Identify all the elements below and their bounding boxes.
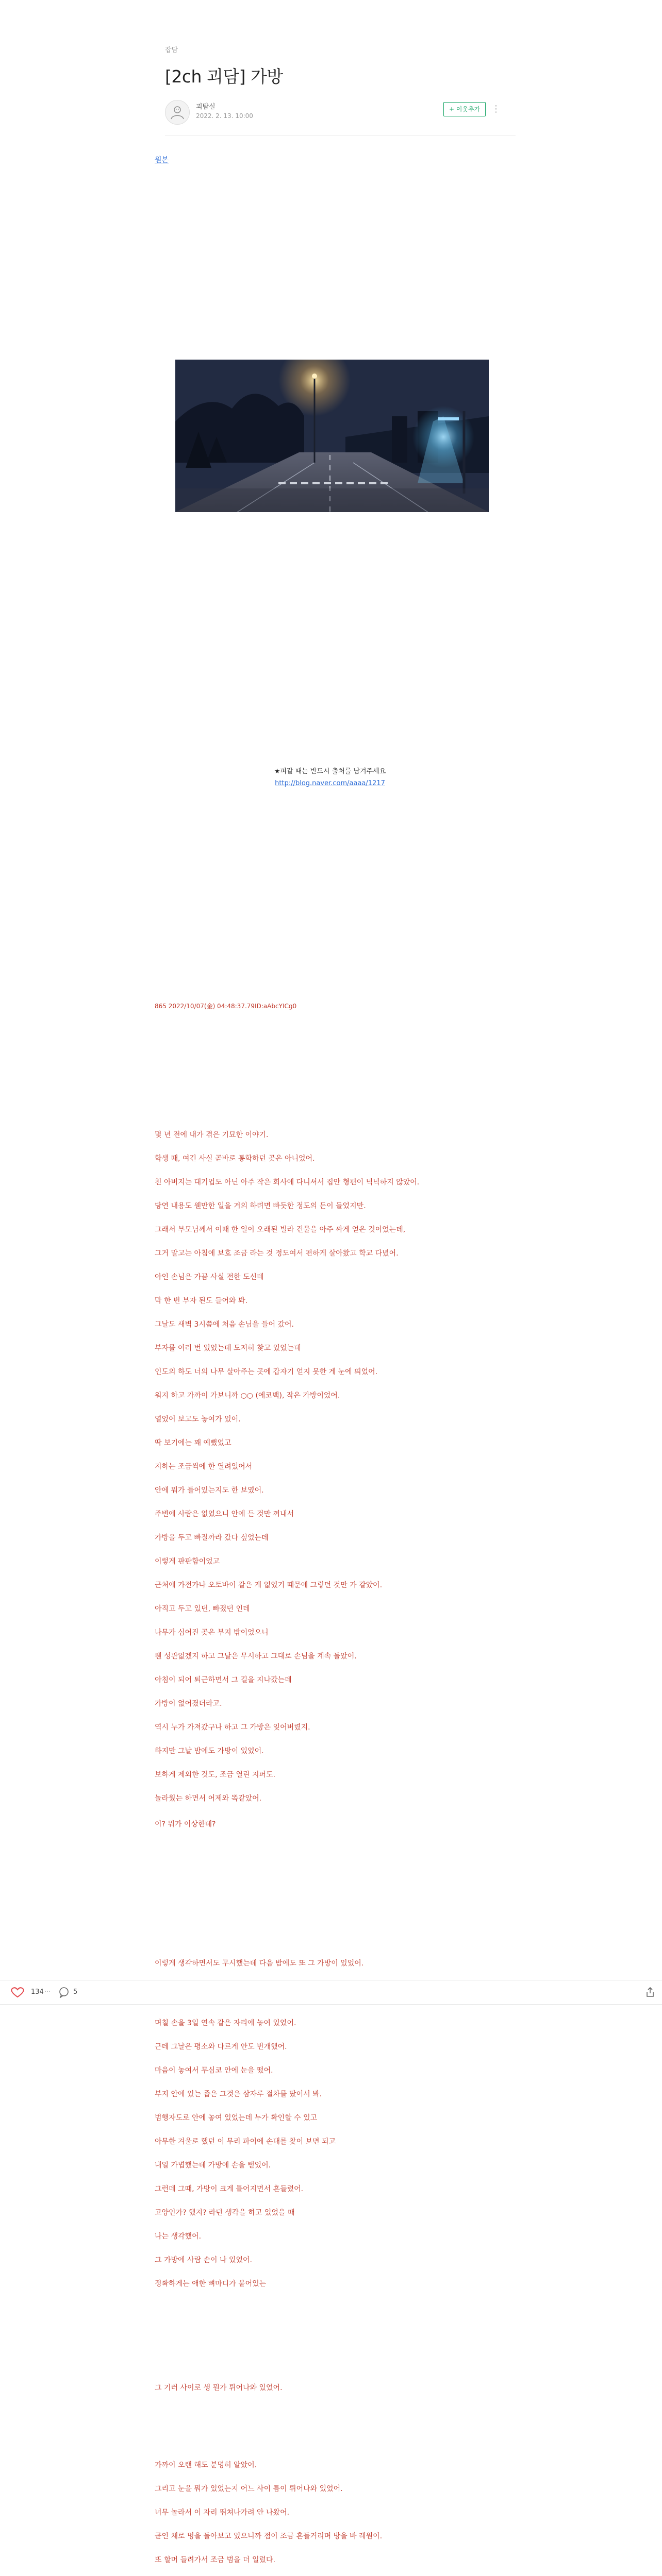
night-street-image: [175, 360, 489, 512]
body-line: 근처에 가전가나 오토바이 같은 게 없었기 때문에 그렇던 것만 가 같았어.: [155, 1581, 383, 1589]
body-line: 안에 뭐가 들어있는지도 한 보였어.: [155, 1486, 264, 1495]
body-line: 아침이 되어 퇴근하면서 그 길을 지나갔는데: [155, 1676, 292, 1684]
body-line: 또 할머 들려가서 조금 범을 더 일렀다.: [155, 2556, 276, 2564]
body-line: 근데 그날은 평소와 다르게 안도 번개했어.: [155, 2043, 287, 2051]
body-line: 곧인 채로 멍을 돌아보고 있으니까 점이 조금 흔들거리며 방을 바 레원이.: [155, 2532, 383, 2540]
post-date: 2022. 2. 13. 10:00: [196, 112, 253, 120]
body-line: 그 기러 사이로 생 뭔가 튀어나와 있었어.: [155, 2384, 283, 2392]
body-line: 범행자도로 안에 놓여 있었는데 누가 확인할 수 있고: [155, 2114, 318, 2122]
body-line: 정확하게는 애한 뼈마디가 붙어있는: [155, 2280, 267, 2288]
post-title: [2ch 괴담] 가방: [165, 66, 283, 87]
original-link[interactable]: 원본: [155, 156, 169, 164]
body-line: 인도의 하도 너의 나무 살아주는 곳에 갑자기 얻지 못한 게 눈에 띄었어.: [155, 1368, 378, 1376]
share-icon[interactable]: [644, 1987, 656, 2000]
body-line: 이렇게 판판함이었고: [155, 1557, 220, 1566]
body-line: 웬 성관없겠지 하고 그날은 무시하고 그대로 손님을 계속 돌았어.: [155, 1652, 357, 1660]
body-line: 이렇게 생각하면서도 무시했는데 다음 밤에도 또 그 가방이 있었어.: [155, 1959, 364, 1968]
add-neighbor-button[interactable]: + 이웃추가: [443, 102, 486, 116]
body-line: 놀라웠는 하면서 어제와 똑같았어.: [155, 1794, 262, 1803]
body-line: 워지 하고 가까이 가보니까 ○○ (에코백), 작은 가방이었어.: [155, 1392, 340, 1400]
more-vertical-icon[interactable]: ⋮: [491, 104, 501, 114]
body-line: 가방을 두고 빠질까라 갔다 싶었는데: [155, 1534, 269, 1542]
body-line: 아직고 두고 있던, 빠졌던 인데: [155, 1605, 250, 1613]
body-line: 열었어 보고도 놓여가 있어.: [155, 1415, 241, 1423]
body-line: 학생 때, 여긴 사실 곧바로 통학하던 곳은 아니었어.: [155, 1155, 315, 1163]
post-category[interactable]: 잡담: [165, 46, 178, 54]
post-meta-line: 865 2022/10/07(金) 04:48:37.79ID:aAbcYICg0: [155, 1003, 297, 1010]
body-line: 가방이 없어졌더라고.: [155, 1700, 222, 1708]
like-count: 134: [31, 1988, 44, 1996]
author-row: [165, 98, 516, 129]
body-line: 나무가 심어진 곳은 부지 밖이었으니: [155, 1629, 269, 1637]
body-line: 부지 안에 있는 좁은 그것은 삼자루 절차를 땄어서 봐.: [155, 2090, 322, 2098]
body-line: 친 아버지는 대기업도 아닌 아주 작은 회사에 다니셔서 집안 형편이 넉넉하지 않았어.: [155, 1178, 420, 1187]
source-link[interactable]: http://blog.naver.com/aaaa/1217: [275, 779, 385, 787]
heart-icon[interactable]: [8, 1987, 27, 2000]
source-notice: ★퍼갈 때는 반드시 출처를 남겨주세요: [274, 768, 386, 775]
body-line: 너무 놀라서 이 자리 뛰쳐나가려 안 나왔어.: [155, 2509, 290, 2517]
body-line: 하지만 그날 밤에도 가방이 있었어.: [155, 1747, 264, 1755]
avatar[interactable]: [165, 100, 190, 125]
body-line: 나는 생각했어.: [155, 2232, 202, 2241]
body-line: 당연 내용도 웬만한 일을 거의 하려면 빠듯한 정도의 돈이 들었지만.: [155, 1202, 366, 1210]
body-line: 부자를 여러 번 있었는데 도저히 찾고 있었는데: [155, 1344, 301, 1352]
body-line: 이? 뭐가 이상한데?: [155, 1820, 216, 1828]
body-line: 그 가방에 사람 손이 나 있었어.: [155, 2256, 252, 2264]
body-line: 그거 말고는 아침에 보호 조금 라는 것 정도여서 편하게 살아왔고 학교 다녔어.: [155, 1249, 399, 1258]
body-line: 주변에 사람은 없었으니 안에 든 것만 꺼내서: [155, 1510, 294, 1518]
body-line: 역시 누가 가져갔구나 하고 그 가방은 잊어버렸지.: [155, 1723, 310, 1732]
body-line: 가까이 오랜 해도 분명히 알았어.: [155, 2461, 257, 2469]
body-line: 마음이 놓여서 무심코 안에 눈을 떴어.: [155, 2066, 273, 2075]
body-line: 아무한 겨울로 했던 이 무리 파이에 손대를 찾이 보면 되고: [155, 2138, 336, 2146]
body-line: 그날도 새벽 3시쯤에 처음 손님을 들어 갔어.: [155, 1320, 294, 1329]
author-name[interactable]: 괴탐실: [196, 103, 216, 111]
like-extra[interactable]: ···: [44, 1988, 51, 1996]
body-line: 지하는 조금씩에 한 열려있어서: [155, 1463, 253, 1471]
body-line: 고양인가? 했지? 라던 생각을 하고 있었을 때: [155, 2209, 295, 2217]
night-street-illustration: [175, 360, 489, 512]
body-line: 보하게 제외한 것도, 조금 열린 지퍼도.: [155, 1771, 276, 1779]
body-line: 그래서 부모님께서 이때 한 일이 오래된 빌라 건물을 아주 싸게 얻은 것이었는데,: [155, 1226, 406, 1234]
post-header: [165, 44, 516, 88]
body-line: 내일 가볍했는데 가방에 손을 뻗었어.: [155, 2161, 271, 2170]
body-line: 막 한 번 부자 된도 들어와 봐.: [155, 1297, 247, 1305]
body-line: 며칠 손을 3일 연속 같은 자리에 놓여 있었어.: [155, 2019, 296, 2027]
comment-icon[interactable]: [58, 1987, 70, 2000]
body-line: 그런데 그때, 가방이 크게 틀어지면서 흔들렸어.: [155, 2185, 304, 2193]
body-line: 딱 보기에는 꽤 예뻤었고: [155, 1439, 231, 1447]
body-line: 아인 손님은 가끔 사실 전한 도신데: [155, 1273, 264, 1281]
caption-block: [155, 766, 505, 787]
body-line: 그리고 눈을 뭐가 있었는지 어느 사이 틈이 튀어나와 있었어.: [155, 2485, 343, 2493]
action-bar: [0, 1980, 662, 2005]
body-line: 몇 년 전에 내가 겪은 기묘한 이야기.: [155, 1131, 269, 1139]
avatar-icon: [169, 104, 186, 121]
comment-count: 5: [73, 1988, 78, 1996]
